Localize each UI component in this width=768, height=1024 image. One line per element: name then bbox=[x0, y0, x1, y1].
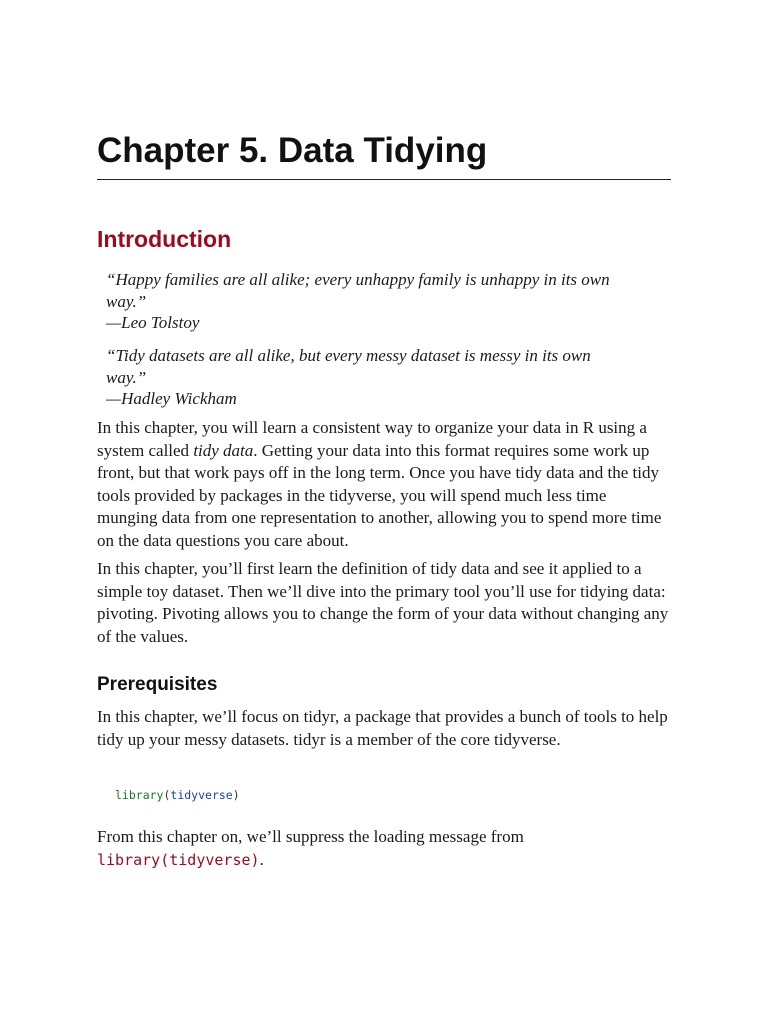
closing-paragraph bbox=[97, 826, 671, 871]
code-paren-close: ) bbox=[232, 788, 240, 802]
intro-paragraph-2: In this chapter, you’ll first learn the definition of tidy data and see it applied to a simple toy dataset. Then we’ll dive into the primary tool you’ll use for tidying data: pivoting. Pivoting allows you to change the form of your data without changing any of the values. bbox=[97, 559, 669, 646]
text-run: In this chapter, you will learn a consistent way to organize your data in R using a system called bbox=[97, 418, 647, 460]
code-block bbox=[115, 787, 240, 803]
code-paren-open: ( bbox=[163, 788, 171, 802]
text-run: . Getting your data into this format requires some work up front, but that work pays off in the long term. Once you have tidy data and the tidy tools provided by packages in the tidyverse, you will spend much less time munging data from one representation to another, allowing you to spend more time on the data questions you care about. bbox=[97, 440, 662, 550]
epigraph-quote-line: way.” bbox=[106, 291, 147, 311]
title-divider bbox=[97, 179, 671, 180]
intro-paragraph-1 bbox=[97, 417, 671, 553]
subsection-heading-prerequisites: Prerequisites bbox=[97, 674, 218, 695]
code-argument: tidyverse bbox=[170, 788, 233, 802]
epigraph-wickham bbox=[106, 345, 671, 410]
epigraph-quote-line: “Happy families are all alike; every unhappy family is unhappy in its own bbox=[106, 270, 610, 289]
term-emphasis: tidy data bbox=[193, 440, 254, 460]
epigraph-quote-line: way.” bbox=[106, 367, 147, 387]
section-heading-introduction: Introduction bbox=[97, 226, 232, 252]
epigraph-quote-line: “Tidy datasets are all alike, but every messy dataset is messy in its own bbox=[106, 346, 591, 365]
inline-code: library(tidyverse) bbox=[97, 850, 260, 869]
text-run: . bbox=[259, 849, 264, 869]
prerequisites-paragraph: In this chapter, we’ll focus on tidyr, a package that provides a bunch of tools to help tidy up your messy datasets. tidyr is a member of the core tidyverse. bbox=[97, 707, 668, 749]
epigraph-attribution: —Leo Tolstoy bbox=[106, 313, 200, 332]
epigraph-tolstoy bbox=[106, 269, 671, 334]
text-run: From this chapter on, we’ll suppress the loading message from bbox=[97, 827, 524, 846]
epigraph-attribution: —Hadley Wickham bbox=[106, 389, 237, 408]
chapter-title: Chapter 5. Data Tidying bbox=[97, 131, 488, 170]
code-function: library bbox=[115, 788, 164, 802]
